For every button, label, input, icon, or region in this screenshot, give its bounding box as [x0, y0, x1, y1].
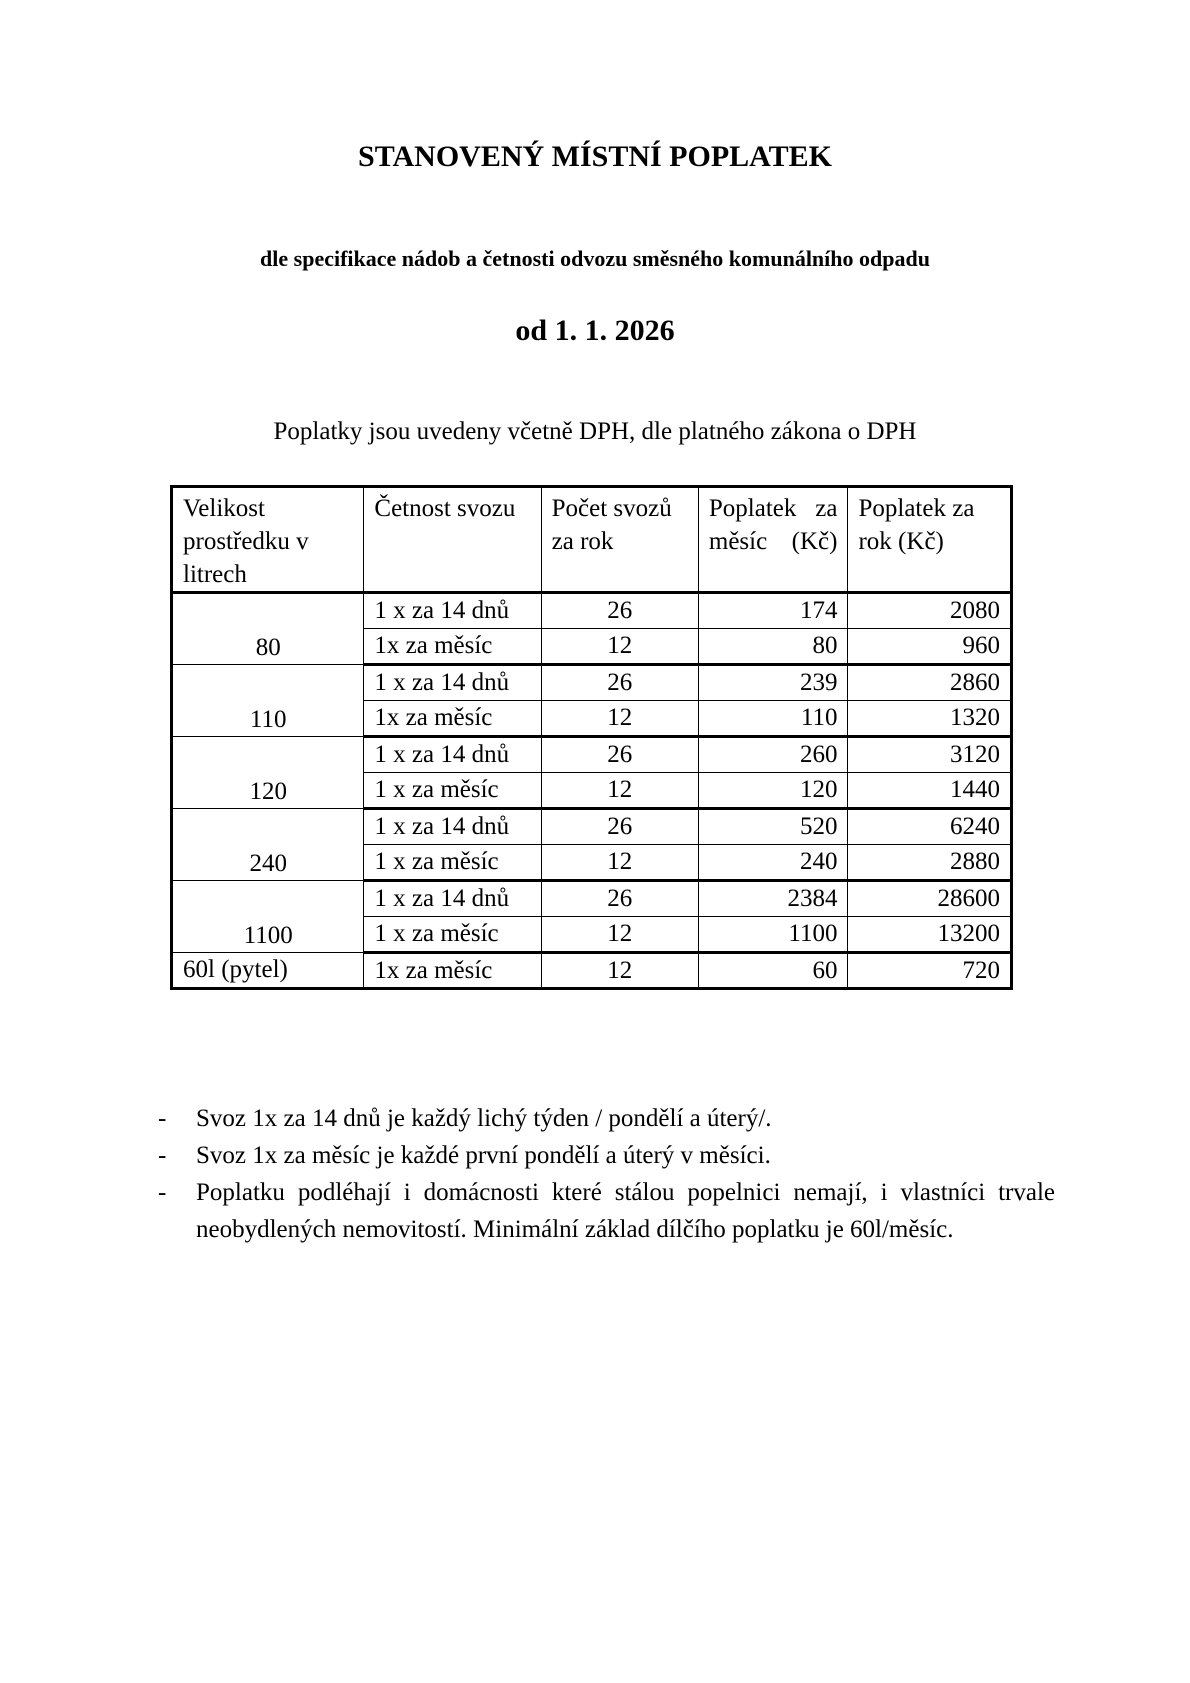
size-cell: 240 — [172, 809, 364, 881]
monthly-cell: 120 — [698, 773, 848, 809]
frequency-cell: 1 x za 14 dnů — [364, 737, 541, 773]
count-cell: 12 — [541, 629, 698, 665]
monthly-cell: 1100 — [698, 917, 848, 953]
note-text: Svoz 1x za měsíc je každé první pondělí a úterý v měsíci. — [196, 1142, 771, 1169]
frequency-cell: 1 x za měsíc — [364, 845, 541, 881]
monthly-cell: 60 — [698, 953, 848, 989]
count-cell: 26 — [541, 737, 698, 773]
count-cell: 26 — [541, 593, 698, 629]
yearly-cell: 13200 — [848, 917, 1012, 953]
document-subtitle: dle specifikace nádob a četnosti odvozu směsného komunálního odpadu — [260, 246, 930, 271]
table-row — [172, 953, 1012, 989]
count-cell: 12 — [541, 773, 698, 809]
size-cell: 60l (pytel) — [172, 953, 364, 989]
effective-date: od 1. 1. 2026 — [515, 314, 675, 347]
yearly-cell: 720 — [848, 953, 1012, 989]
yearly-cell: 3120 — [848, 737, 1012, 773]
size-cell: 110 — [172, 665, 364, 737]
document-title: STANOVENÝ MÍSTNÍ POPLATEK — [358, 140, 832, 173]
frequency-cell: 1 x za 14 dnů — [364, 665, 541, 701]
frequency-cell: 1 x za měsíc — [364, 917, 541, 953]
frequency-cell: 1x za měsíc — [364, 629, 541, 665]
monthly-cell: 110 — [698, 701, 848, 737]
count-cell: 12 — [541, 845, 698, 881]
monthly-cell: 2384 — [698, 881, 848, 917]
table-row — [172, 737, 1012, 773]
header-frequency: Četnost svozu — [364, 487, 541, 593]
yearly-cell: 1320 — [848, 701, 1012, 737]
notes-list — [158, 1100, 1055, 1248]
frequency-cell: 1 x za 14 dnů — [364, 881, 541, 917]
count-cell: 12 — [541, 701, 698, 737]
count-cell: 26 — [541, 881, 698, 917]
frequency-cell: 1x za měsíc — [364, 701, 541, 737]
note-item — [158, 1137, 1055, 1174]
monthly-cell: 239 — [698, 665, 848, 701]
frequency-cell: 1 x za měsíc — [364, 773, 541, 809]
note-item — [158, 1100, 1055, 1137]
monthly-cell: 240 — [698, 845, 848, 881]
monthly-cell: 174 — [698, 593, 848, 629]
note-text: Poplatku podléhají i domácnosti které stálou popelnici nemají, i vlastníci trvale neobydlených nemovitostí. Minimální základ dílčího poplatku je 60l/měsíc. — [196, 1179, 1055, 1243]
note-bullet: - — [158, 1142, 167, 1169]
count-cell: 26 — [541, 665, 698, 701]
note-text: Svoz 1x za 14 dnů je každý lichý týden / pondělí a úterý/. — [196, 1105, 772, 1132]
table-row — [172, 881, 1012, 917]
size-cell: 1100 — [172, 881, 364, 953]
count-cell: 12 — [541, 917, 698, 953]
note-bullet: - — [158, 1105, 167, 1132]
table-row — [172, 593, 1012, 629]
frequency-cell: 1 x za 14 dnů — [364, 593, 541, 629]
size-cell: 120 — [172, 737, 364, 809]
yearly-cell: 2860 — [848, 665, 1012, 701]
yearly-cell: 1440 — [848, 773, 1012, 809]
yearly-cell: 6240 — [848, 809, 1012, 845]
fee-table — [170, 485, 1013, 990]
yearly-cell: 2080 — [848, 593, 1012, 629]
header-count: Počet svozů za rok — [541, 487, 698, 593]
yearly-cell: 2880 — [848, 845, 1012, 881]
table-row — [172, 809, 1012, 845]
frequency-cell: 1 x za 14 dnů — [364, 809, 541, 845]
vat-note: Poplatky jsou uvedeny včetně DPH, dle platného zákona o DPH — [273, 418, 917, 445]
monthly-cell: 260 — [698, 737, 848, 773]
monthly-cell: 80 — [698, 629, 848, 665]
header-yearly: Poplatek za rok (Kč) — [848, 487, 1012, 593]
table-header-row — [172, 487, 1012, 593]
header-size: Velikost prostředku v litrech — [172, 487, 364, 593]
size-cell: 80 — [172, 593, 364, 665]
frequency-cell: 1x za měsíc — [364, 953, 541, 989]
monthly-cell: 520 — [698, 809, 848, 845]
note-item — [158, 1174, 1055, 1248]
header-monthly: Poplatek za měsíc (Kč) — [698, 487, 848, 593]
yearly-cell: 28600 — [848, 881, 1012, 917]
yearly-cell: 960 — [848, 629, 1012, 665]
count-cell: 26 — [541, 809, 698, 845]
count-cell: 12 — [541, 953, 698, 989]
note-bullet: - — [158, 1179, 167, 1206]
table-row — [172, 665, 1012, 701]
